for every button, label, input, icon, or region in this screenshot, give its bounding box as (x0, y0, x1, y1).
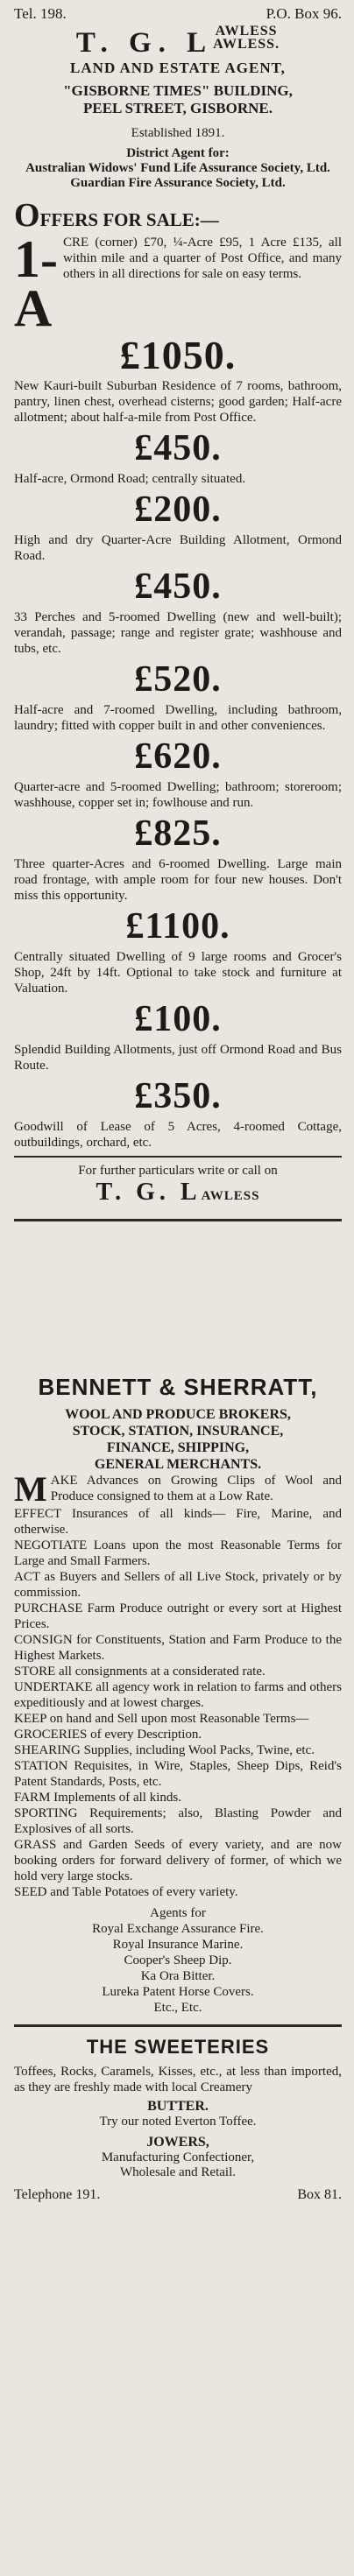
agent-item: Lureka Patent Horse Covers. (102, 1985, 254, 1999)
listing-item (14, 811, 342, 904)
listing-price: £620. (134, 736, 222, 777)
acre-offer (14, 230, 342, 337)
listing-description: Goodwill of Lease of 5 Acres, 4-roomed Cottage, outbuildings, orchard, etc. (14, 1120, 342, 1150)
lawless-signature (14, 1179, 342, 1207)
agent-item: Etc., Etc. (153, 2001, 202, 2015)
listing-price: £1050. (119, 333, 237, 377)
sweeteries-maker-desc-2: Wholesale and Retail. (119, 2165, 237, 2179)
sweeteries-box: Box 81. (297, 2187, 342, 2202)
offers-cap: O (14, 197, 40, 234)
service-item: KEEP on hand and Sell upon most Reasonable Terms— (14, 1712, 309, 1726)
lawless-advertisement (14, 5, 342, 1367)
listing-price: £450. (134, 428, 222, 468)
agent-item: Cooper's Sheep Dip. (124, 1953, 232, 1967)
service-item: GROCERIES of every Description. (14, 1728, 202, 1742)
district-agent-2: Guardian Fire Assurance Society, Ltd. (70, 176, 286, 190)
listing-description: Splendid Building Allotments, just off Ormond Road and Bus Route. (14, 1043, 342, 1073)
divider (14, 1219, 342, 1221)
listing-price: £520. (134, 659, 222, 700)
listing-description: Three quarter-Acres and 6-roomed Dwelling. Large main road frontage, with ample room for four new houses. Don't miss this opportunity. (14, 857, 342, 903)
advances-drop-cap: M (14, 1469, 47, 1509)
agent-item: Royal Exchange Assurance Fire. (92, 1922, 264, 1936)
sweeteries-contact-row (14, 2187, 342, 2203)
lawless-heading-tail-1: AWLESS (215, 24, 278, 39)
listing-description: Quarter-acre and 5-roomed Dwelling; bathroom; storeroom; washhouse, copper set in; fowlhouse and run. (14, 780, 342, 810)
sweeteries-text: Toffees, Rocks, Caramels, Kisses, etc., at less than imported, as they are freshly made with local Creamery (14, 2065, 342, 2094)
service-item: GRASS and Garden Seeds of every variety, and are now booking orders for forward delivery of former, of which we hold very large stocks. (14, 1838, 342, 1883)
listing-description: Half-acre and 7-roomed Dwelling, including bathroom, laundry; fitted with copper built in and other conveniences. (14, 703, 342, 733)
lawless-heading (14, 25, 342, 60)
offers-heading (14, 196, 342, 235)
agents-block (14, 1905, 342, 2016)
service-item: NEGOTIATE Loans upon the most Reasonable Terms for Large and Small Farmers. (14, 1538, 342, 1568)
bennett-sherratt-title: BENNETT & SHERRATT, (38, 1374, 318, 1400)
contact-row (14, 5, 342, 23)
agent-line: LAND AND ESTATE AGENT, (70, 60, 286, 76)
service-item: CONSIGN for Constituents, Station and Farm Produce to the Highest Markets. (14, 1633, 342, 1663)
building-line-2: PEEL STREET, GISBORNE. (82, 100, 273, 116)
listing-price: £200. (134, 489, 222, 530)
listing-item (14, 904, 342, 996)
building-line-1: "GISBORNE TIMES" BUILDING, (63, 82, 293, 99)
lawless-heading-main: T. G. L (75, 27, 214, 59)
established-line: Established 1891. (131, 126, 225, 140)
lawless-heading-tail (213, 25, 280, 51)
listing-price: £825. (134, 813, 222, 854)
listing-item (14, 734, 342, 811)
listing-item (14, 657, 342, 734)
listing-price: £1100. (125, 906, 230, 947)
bennett-sherratt-advertisement (14, 1374, 342, 2027)
listing-item (14, 1073, 342, 1151)
sweeteries-maker-desc-1: Manufacturing Confectioner, (101, 2150, 255, 2164)
listing-price: £450. (134, 567, 222, 607)
service-item: EFFECT Insurances of all kinds— Fire, Marine, and otherwise. (14, 1507, 342, 1537)
listing-item (14, 996, 342, 1073)
listing-description: 33 Perches and 5-roomed Dwelling (new and well-built); verandah, passage; range and register grate; washhouse and tubs, etc. (14, 610, 342, 656)
lawless-signature-main: T. G. L (96, 1179, 202, 1206)
agent-item: Royal Insurance Marine. (112, 1938, 244, 1952)
sweeteries-title: THE SWEETERIES (86, 2036, 270, 2058)
sweeteries-maker: JOWERS, (146, 2135, 209, 2150)
agents-heading: Agents for (150, 1906, 206, 1920)
listing-price: £100. (134, 999, 222, 1039)
service-item: STORE all consignments at a considerated rate. (14, 1665, 266, 1679)
acre-drop-cap: 1-A (14, 230, 58, 337)
district-agent-heading: District Agent for: (126, 146, 230, 160)
po-box: P.O. Box 96. (266, 5, 342, 22)
advances-paragraph (14, 1469, 342, 1509)
listing-description: Centrally situated Dwelling of 9 large rooms and Grocer's Shop, 24ft by 14ft. Optional to take stock and furniture at Valuation. (14, 950, 342, 996)
bennett-sub-3: FINANCE, SHIPPING, (106, 1440, 250, 1455)
bennett-sub-1: WOOL AND PRODUCE BROKERS, (65, 1407, 291, 1422)
divider (14, 1156, 342, 1158)
listing-description: New Kauri-built Suburban Residence of 7 rooms, bathroom, pantry, linen chest, overhead cisterns; good garden; Half-acre allotment; about half-a-mile from Post Office. (14, 379, 342, 425)
bennett-sub-4: GENERAL MERCHANTS. (94, 1457, 262, 1472)
telephone-number: Tel. 198. (14, 5, 67, 22)
bennett-sub-2: STOCK, STATION, INSURANCE, (72, 1424, 284, 1439)
service-item: PURCHASE Farm Produce outright or every sort at Highest Prices. (14, 1601, 342, 1631)
listing-item (14, 564, 342, 657)
service-item: SHEARING Supplies, including Wool Packs, Twine, etc. (14, 1743, 315, 1757)
advances-text: AKE Advances on Growing Clips of Wool and Produce consigned to them at a Low Rate. (50, 1474, 342, 1503)
agents-list (14, 1921, 342, 2016)
acre-offer-text: CRE (corner) £70, ¼-Acre £95, 1 Acre £135, all within mile and a quarter of Post Office, and many others in all directions for sale on easy terms. (62, 236, 342, 281)
lawless-heading-tail-2: AWLESS. (213, 37, 280, 52)
service-item: SEED and Table Potatoes of every variety. (14, 1885, 238, 1899)
service-item: SPORTING Requirements; also, Blasting Powder and Explosives of all sorts. (14, 1806, 342, 1836)
listing-price: £350. (134, 1076, 222, 1116)
service-item: UNDERTAKE all agency work in relation to farms and others expeditiously and at lowest charges. (14, 1680, 342, 1710)
district-agent-1: Australian Widows' Fund Life Assurance Society, Ltd. (25, 161, 330, 175)
listing-item (14, 333, 342, 426)
further-particulars: For further particulars write or call on (78, 1164, 278, 1178)
listing-description: High and dry Quarter-Acre Building Allotment, Ormond Road. (14, 533, 342, 563)
service-item: STATION Requisites, in Wire, Staples, Sheep Dips, Reid's Patent Standards, Posts, etc. (14, 1759, 342, 1789)
listing-item (14, 426, 342, 487)
sweeteries-butter: BUTTER. (147, 2099, 209, 2114)
sweeteries-try: Try our noted Everton Toffee. (99, 2115, 257, 2129)
listing-description: Half-acre, Ormond Road; centrally situated. (14, 472, 246, 486)
lawless-signature-tail: AWLESS (201, 1189, 260, 1203)
agent-item: Ka Ora Bitter. (140, 1969, 216, 1983)
listing-list (14, 333, 342, 1151)
service-item: FARM Implements of all kinds. (14, 1791, 181, 1805)
service-item: ACT as Buyers and Sellers of all Live Stock, privately or by commission. (14, 1570, 342, 1600)
divider (14, 2024, 342, 2027)
sweeteries-telephone: Telephone 191. (14, 2187, 101, 2202)
listing-item (14, 487, 342, 564)
sweeteries-advertisement (14, 2036, 342, 2203)
services-list (14, 1506, 342, 1900)
offers-rest: FFERS FOR SALE:— (39, 209, 219, 230)
